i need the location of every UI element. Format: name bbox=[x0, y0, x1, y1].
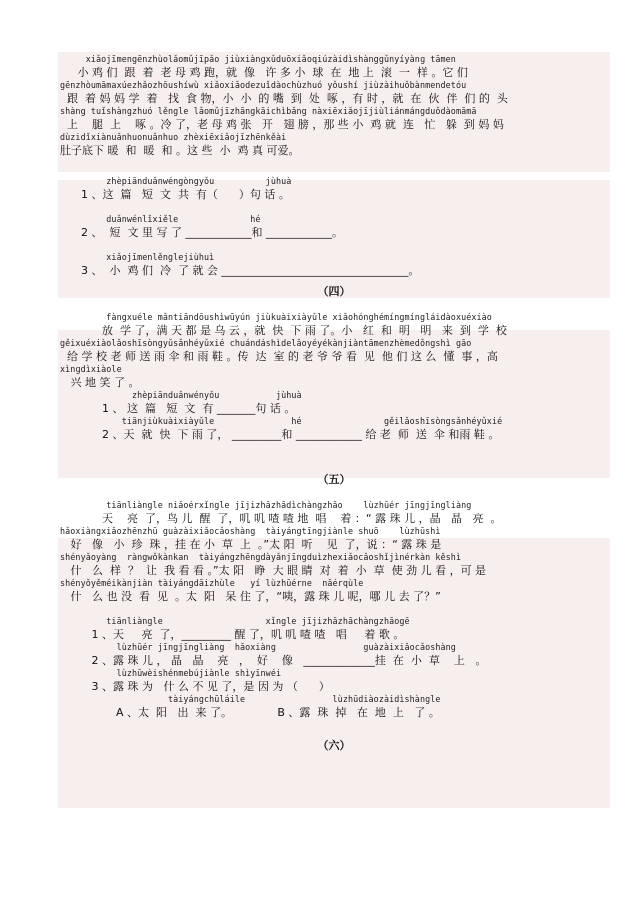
passage-line bbox=[60, 80, 608, 106]
pinyin-line: tiānjiùkuàixiàyǔle hé gěilǎoshīsòngsǎnhéyǔxié bbox=[60, 416, 503, 426]
passage-line bbox=[60, 500, 608, 526]
hanzi-line: 给 学 校 老 师 送 雨 伞 和 雨 鞋 。传 达 室 的 老 爷 爷 看 见 他 们 这 么 懂 事 ，高 bbox=[60, 350, 498, 363]
pinyin-line: dùzidǐxiànuǎnhuonuǎnhuo zhèxiēxiǎojīzhēnkěài bbox=[60, 132, 287, 142]
passage-3 bbox=[60, 54, 608, 158]
question-item bbox=[60, 176, 608, 202]
question-text: 3 、露 珠 为 什 么 不 见 了，是 因 为 （ ） bbox=[60, 680, 330, 693]
worksheet-content bbox=[60, 54, 608, 754]
pinyin-line: tiānliàngle niǎoérxǐngle jījizhāzhādìchàngzhāo lùzhūér jīngjīngliàng bbox=[60, 500, 472, 510]
hanzi-line: 好 像 小 珍 珠 ，挂 在 小 草 上 。”太 阳 听 见 了，说 ：“ 露 珠 是 bbox=[60, 538, 442, 551]
questions-5 bbox=[60, 616, 608, 720]
answer-options bbox=[60, 694, 608, 720]
hanzi-line: 什 么 样 ？ 让 我 看 看 。”太 阳 睁 大 眼 睛 对 着 小 草 使 劲 儿 看 ，可 是 bbox=[60, 564, 487, 577]
question-item bbox=[60, 642, 608, 668]
pinyin-line: fàngxuéle mǎntiāndōushìwūyún jiùkuàixiàyǔle xiǎohónghémíngmíngláidàoxuéxiào bbox=[60, 312, 492, 322]
pinyin-line: duǎnwénlǐxiěle hé bbox=[60, 214, 261, 224]
question-item bbox=[60, 252, 608, 278]
pinyin-line: shàng tuǐshàngzhuó lěngle lǎomǔjīzhāngkāichìbǎng nàxiēxiǎojījiùliánmángduǒdàomāmā bbox=[60, 106, 477, 116]
hanzi-line: 天 亮 了，鸟 儿 醒 了，叽 叽 喳 喳 地 唱 着 ：“ 露 珠 儿 ，晶 晶 亮 。 bbox=[60, 512, 502, 525]
pinyin-line: lùzhūwèishénmebújiànle shìyīnwéi bbox=[60, 668, 282, 678]
question-item bbox=[60, 668, 608, 694]
question-text: 2 、 短 文 里 写 了 ____________和 ____________。 bbox=[60, 226, 343, 239]
question-item bbox=[60, 616, 608, 642]
passage-line bbox=[60, 578, 608, 604]
question-text: 3 、 小 鸡 们 冷 了 就 会 __________________________________。 bbox=[60, 264, 420, 277]
question-text: 1 、 这 篇 短 文 有 _______句 话 。 bbox=[60, 402, 296, 415]
question-text: 2 、天 就 快 下 雨 了， _________和 ____________ 给 老 师 送 伞 和雨 鞋 。 bbox=[60, 428, 500, 441]
hanzi-line: 小 鸡 们 跟 着 老 母 鸡 跑，就 像 许 多 小 球 在 地 上 滚 一 样 。它 们 bbox=[60, 66, 468, 79]
section-heading-6: （六） bbox=[317, 739, 351, 752]
passage-line bbox=[60, 132, 608, 158]
passage-line bbox=[60, 338, 608, 364]
hanzi-line: 跟 着 妈 妈 学 着 找 食 物，小 小 的 嘴 到 处 啄 ，有 时 ，就 在 伙 伴 们 的 头 bbox=[60, 92, 508, 105]
questions-4 bbox=[60, 390, 608, 442]
pinyin-line: xiǎojīmengēnzhùolǎomǔjīpǎo jiùxiànɡxǔduōxiǎoqiúzàidìshànggǔnyíyànɡ tāmen bbox=[60, 54, 456, 64]
question-text: 2 、露 珠 儿 ， 晶 晶 亮 ， 好 像 _____________挂 在 小 草 上 。 bbox=[60, 654, 487, 667]
option-text: A 、太 阳 出 来 了。 B 、露 珠 掉 在 地 上 了 。 bbox=[60, 706, 440, 719]
questions-3 bbox=[60, 176, 608, 278]
pinyin-line: gēnzhòumāmaxúezhǎozhōushíwù xiǎoxiǎodezuǐdàochùzhuó yǒushí jiùzàihuǒbànmendetóu bbox=[60, 80, 467, 90]
question-item bbox=[60, 214, 608, 240]
pinyin-line: tàiyángchūláile lùzhūdiàozàidìshàngle bbox=[60, 694, 441, 704]
section-heading-5: （五） bbox=[317, 473, 351, 486]
hanzi-line: 放 学 了，满 天 都 是 乌 云 ，就 快 下 雨 了。小 红 和 明 明 来 到 学 校 bbox=[60, 324, 507, 337]
passage-line bbox=[60, 526, 608, 552]
pinyin-line: shényǎoyàng ràngwǒkànkan tàiyángzhēngdàyǎnjīngduìzhexiǎocǎoshǐjìnérkàn kěshì bbox=[60, 552, 462, 562]
pinyin-line: zhèpiānduǎnwényǒu jùhuà bbox=[60, 390, 302, 400]
question-item bbox=[60, 390, 608, 416]
passage-4 bbox=[60, 312, 608, 390]
hanzi-line: 上 腿 上 啄 。冷 了，老 母 鸡 张 开 翅 膀 ，那 些 小 鸡 就 连 忙 躲 到 妈 妈 bbox=[60, 118, 504, 131]
pinyin-line: xìnɡdìxiàole bbox=[60, 364, 122, 374]
section-heading-4: （四） bbox=[317, 285, 351, 298]
passage-5 bbox=[60, 500, 608, 604]
pinyin-line: gěixuéxiàolǎoshīsòngyǔsǎnhéyǔxié chuándáshìdelǎoyéyékànjiàntāmenzhèmedǒngshì gāo bbox=[60, 338, 472, 348]
question-text: 1 、这 篇 短 文 共 有（ ）句 话 。 bbox=[60, 188, 290, 201]
passage-line bbox=[60, 106, 608, 132]
pinyin-line: zhèpiānduǎnwéngòngyǒu jùhuà bbox=[60, 176, 292, 186]
question-text: 1 、天 亮 了，_________ 醒 了，叽 叽 喳 喳 唱 着 歌 。 bbox=[60, 628, 405, 641]
hanzi-line: 肚子底下 暖 和 暖 和 。这 些 小 鸡 真 可爱。 bbox=[60, 144, 300, 157]
passage-line bbox=[60, 552, 608, 578]
question-item bbox=[60, 416, 608, 442]
hanzi-line: 兴 地 笑 了 。 bbox=[60, 376, 140, 389]
pinyin-line: lùzhūér jīngjīngliàng hǎoxiàng guàzàixiǎocǎoshàng bbox=[60, 642, 456, 652]
hanzi-line: 什 么 也 没 看 见 。太 阳 呆 住 了，“咦，露 珠 儿 呢，哪 儿 去 了？” bbox=[60, 590, 441, 603]
pinyin-line: shényǒyěméikànjiàn tàiyángdāizhùle yí lùzhūérne nǎérqùle bbox=[60, 578, 364, 588]
passage-line bbox=[60, 312, 608, 338]
pinyin-line: hǎoxiàngxiǎozhēnzhū guàzàixiǎocǎoshàng tàiyángtīngjiànle shuō lùzhūshì bbox=[60, 526, 441, 536]
pinyin-line: tiānliàngle xǐngle jījizhāzhāchàngzhāogē bbox=[60, 616, 410, 626]
passage-line bbox=[60, 54, 608, 80]
pinyin-line: xiǎojīmenlěnglejiùhuì bbox=[60, 252, 215, 262]
passage-line bbox=[60, 364, 608, 390]
